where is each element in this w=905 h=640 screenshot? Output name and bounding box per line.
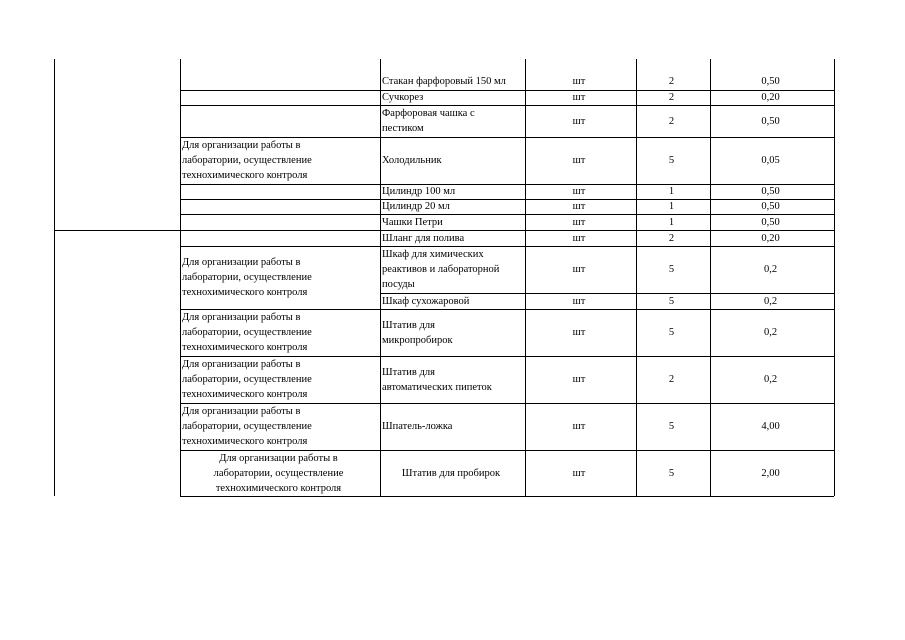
row-11-qty: 5 <box>668 327 675 338</box>
row-14-norm: 2,00 <box>761 468 780 479</box>
row-9-norm: 0,2 <box>763 264 778 275</box>
row-9-qty: 5 <box>668 264 675 275</box>
row-10-norm: 0,2 <box>763 296 778 307</box>
row-9-item: Шкаф для химических реактивов и лабораторной посуды <box>382 249 500 290</box>
row-2-unit: шт <box>572 92 586 103</box>
row-14-unit: шт <box>572 468 586 479</box>
row-12-norm: 0,2 <box>763 374 778 385</box>
row-7-unit: шт <box>572 217 586 228</box>
row-3-unit: шт <box>572 116 586 127</box>
row-12-purpose: Для организации работы в лаборатории, осуществление технохимического контроля <box>182 359 312 400</box>
row-10-qty: 5 <box>668 296 675 307</box>
row-14-item: Штатив для пробирок <box>401 468 501 479</box>
row-2-item: Сучкорез <box>382 92 424 103</box>
row-11-purpose: Для организации работы в лаборатории, осуществление технохимического контроля <box>182 312 312 353</box>
row-4-item: Холодильник <box>382 155 442 166</box>
row-6-item: Цилиндр 20 мл <box>382 201 450 212</box>
table-border <box>180 496 834 497</box>
row-8-item: Шланг для полива <box>382 233 465 244</box>
row-13-unit: шт <box>572 421 586 432</box>
row-10-unit: шт <box>572 296 586 307</box>
row-8-qty: 2 <box>668 233 675 244</box>
row-4-purpose: Для организации работы в лаборатории, осуществление технохимического контроля <box>182 140 312 181</box>
table-border <box>54 59 55 496</box>
row-11-unit: шт <box>572 327 586 338</box>
row-3-norm: 0,50 <box>761 116 780 127</box>
row-1-qty: 2 <box>668 76 675 87</box>
row-13-norm: 4,00 <box>761 421 780 432</box>
row-7-item: Чашки Петри <box>382 217 443 228</box>
row-1-norm: 0,50 <box>761 76 780 87</box>
row-6-qty: 1 <box>668 201 675 212</box>
row-9-unit: шт <box>572 264 586 275</box>
row-5-unit: шт <box>572 186 586 197</box>
table-border <box>54 230 180 231</box>
row-12-qty: 2 <box>668 374 675 385</box>
row-3-item: Фарфоровая чашка с пестиком <box>382 108 475 134</box>
row-8-unit: шт <box>572 233 586 244</box>
row-12-item: Штатив для автоматических пипеток <box>382 367 492 393</box>
row-13-qty: 5 <box>668 421 675 432</box>
row-2-qty: 2 <box>668 92 675 103</box>
row-7-qty: 1 <box>668 217 675 228</box>
row-4-qty: 5 <box>668 155 675 166</box>
row-2-norm: 0,20 <box>761 92 780 103</box>
row-11-norm: 0,2 <box>763 327 778 338</box>
row-7-norm: 0,50 <box>761 217 780 228</box>
row-6-norm: 0,50 <box>761 201 780 212</box>
row-4-norm: 0,05 <box>761 155 780 166</box>
row-4-unit: шт <box>572 155 586 166</box>
table-border <box>834 59 835 496</box>
row-1-unit: шт <box>572 76 586 87</box>
row-1-item: Стакан фарфоровый 150 мл <box>382 76 506 87</box>
row-5-qty: 1 <box>668 186 675 197</box>
row-5-norm: 0,50 <box>761 186 780 197</box>
row-13-purpose: Для организации работы в лаборатории, осуществление технохимического контроля <box>182 406 312 447</box>
row-12-unit: шт <box>572 374 586 385</box>
row-9-purpose: Для организации работы в лаборатории, осуществление технохимического контроля <box>182 257 312 298</box>
row-13-item: Шпатель-ложка <box>382 421 453 432</box>
row-14-purpose: Для организации работы в лаборатории, осуществление технохимического контроля <box>213 453 344 494</box>
row-14-qty: 5 <box>668 468 675 479</box>
row-11-item: Штатив для микропробирок <box>382 320 453 346</box>
row-3-qty: 2 <box>668 116 675 127</box>
row-5-item: Цилиндр 100 мл <box>382 186 456 197</box>
row-6-unit: шт <box>572 201 586 212</box>
row-8-norm: 0,20 <box>761 233 780 244</box>
row-10-item: Шкаф сухожаровой <box>382 296 470 307</box>
